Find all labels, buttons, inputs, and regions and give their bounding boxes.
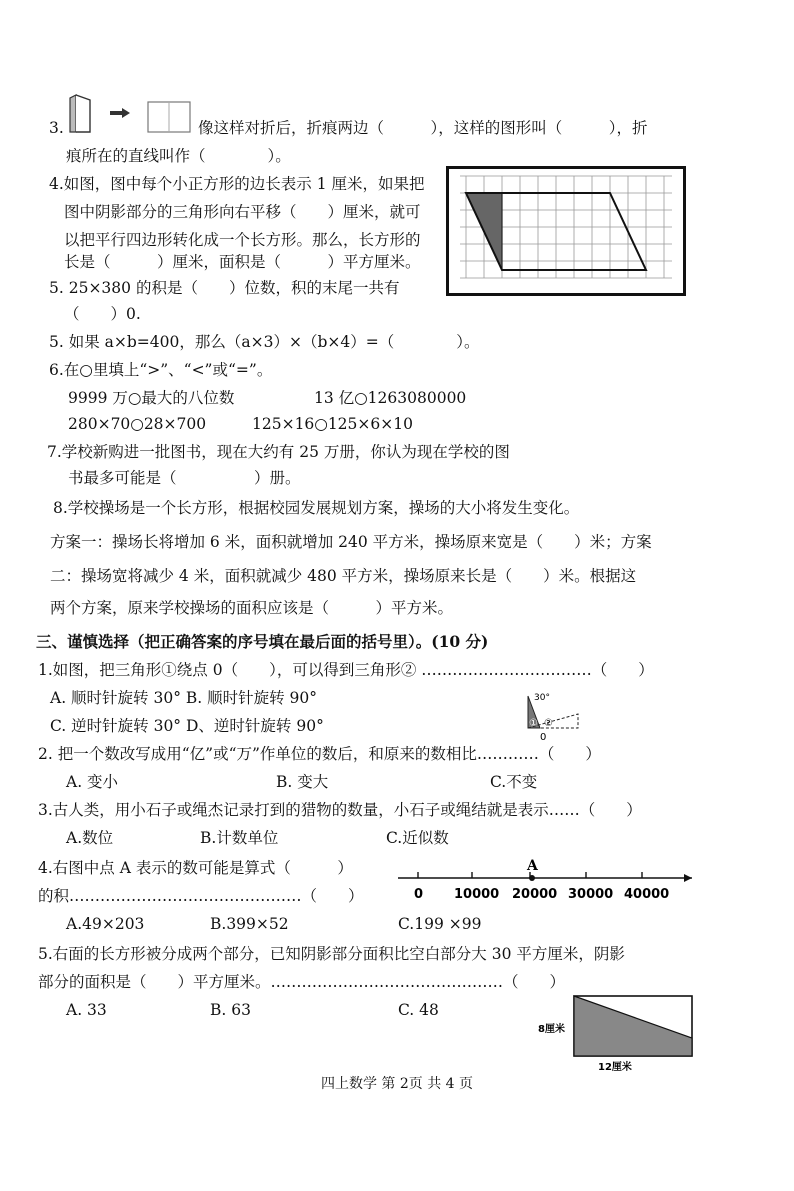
mc3-stem: 3.古人类，用小石子或绳杰记录打到的猎物的数量，小石子或绳结就是表示……（ ） [38, 801, 642, 819]
q6-title: 6.在○里填上“>”、“<”或“=”。 [49, 361, 273, 379]
rectangle-figure [536, 994, 696, 1076]
tick-label: 20000 [512, 887, 558, 902]
mc5-option-b: B. 63 [210, 1001, 251, 1019]
mc5-option-a: A. 33 [66, 1001, 107, 1019]
q8-line4: 两个方案，原来学校操场的面积应该是（ ）平方米。 [50, 599, 454, 617]
mc1-options-ab: A. 顺时针旋转 30° B. 顺时针旋转 90° [50, 689, 318, 707]
q6-compare-4: 125×16○125×6×10 [252, 415, 413, 433]
mc5-line2: 部分的面积是（ ）平方厘米。………………………………………（ ） [38, 973, 566, 991]
mc3-option-b: B.计数单位 [200, 829, 279, 847]
mc5-option-c: C. 48 [398, 1001, 439, 1019]
q6-compare-1: 9999 万○最大的八位数 [68, 389, 235, 407]
q8-line1: 8.学校操场是一个长方形，根据校园发展规划方案，操场的大小将发生变化。 [53, 499, 580, 517]
mc4-line2: 的积………………………………………（ ） [38, 887, 364, 905]
mc3-option-c: C.近似数 [386, 829, 449, 847]
page-footer: 四上数学 第 2页 共 4 页 [320, 1076, 474, 1092]
mc1-options-cd: C. 逆时针旋转 30° D、逆时针旋转 90° [50, 717, 324, 735]
number-line-figure [396, 852, 696, 904]
tick-label: 40000 [624, 887, 670, 902]
mc4-line1: 4.右图中点 A 表示的数可能是算式（ ） [38, 859, 353, 877]
rect-height-label: 8厘米 [538, 1024, 565, 1035]
mc2-option-a: A. 变小 [66, 773, 119, 791]
q8-line3: 二：操场宽将减少 4 米，面积就减少 480 平方米，操场原来长是（ ）米。根据这 [50, 567, 637, 585]
point-a-label: A [527, 858, 538, 874]
fig-point-o-label: 0 [540, 732, 547, 742]
q3-number: 3. [49, 119, 64, 137]
fig-triangle-1-label: ① [529, 718, 538, 729]
q4-line4: 长是（ ）厘米，面积是（ ）平方厘米。 [64, 253, 421, 271]
section-3-title: 三、谨慎选择（把正确答案的序号填在最后面的括号里）。(10 分) [36, 632, 489, 651]
rect-width-label: 12厘米 [598, 1062, 632, 1073]
q4-line3: 以把平行四边形转化成一个长方形。那么，长方形的 [64, 231, 421, 249]
q6-compare-3: 280×70○28×700 [68, 415, 207, 433]
mc4-option-a: A.49×203 [66, 915, 145, 933]
q7-line2: 书最多可能是（ ）册。 [68, 469, 301, 487]
mc4-option-c: C.199 ×99 [398, 915, 482, 933]
q5b-line1: 5. 如果 a×b=400，那么（a×3）×（b×4）=（ ）。 [49, 333, 480, 351]
q7-line1: 7.学校新购进一批图书，现在大约有 25 万册，你认为现在学校的图 [47, 443, 510, 461]
q3-line1: 像这样对折后，折痕两边（ ），这样的图形叫（ ），折 [198, 119, 648, 137]
q5a-line2: （ ）0. [64, 305, 141, 323]
mc1-stem: 1.如图，把三角形①绕点 0（ ），可以得到三角形② ……………………………（ ） [38, 661, 654, 679]
mc5-line1: 5.右面的长方形被分成两个部分，已知阴影部分面积比空白部分大 30 平方厘米，阴影 [38, 945, 625, 963]
q4-line2: 图中阴影部分的三角形向右平移（ ）厘米，就可 [64, 203, 421, 221]
q3-line2: 痕所在的直线叫作（ ）。 [66, 147, 291, 165]
q5a-line1: 5. 25×380 的积是（ ）位数，积的末尾一共有 [49, 279, 400, 297]
q8-line2: 方案一：操场长将增加 6 米，面积就增加 240 平方米，操场原来宽是（ ）米；方案 [50, 533, 652, 551]
mc2-stem: 2. 把一个数改写成用“亿”或“万”作单位的数后，和原来的数相比…………（ ） [38, 745, 601, 763]
tick-label: 0 [414, 887, 424, 902]
q6-compare-2: 13 亿○1263080000 [314, 389, 467, 407]
fold-figure [66, 94, 194, 136]
mc4-option-b: B.399×52 [210, 915, 289, 933]
mc2-option-c: C.不变 [490, 773, 538, 791]
fig-triangle-2-label: ② [544, 718, 553, 729]
fig-angle-label: 30° [534, 693, 550, 703]
mc3-option-a: A.数位 [66, 829, 114, 847]
tick-label: 10000 [454, 887, 500, 902]
rotation-figure [520, 688, 590, 742]
tick-label: 30000 [568, 887, 614, 902]
grid-parallelogram-figure [446, 166, 686, 296]
q4-line1: 4.如图，图中每个小正方形的边长表示 1 厘米，如果把 [49, 175, 425, 193]
mc2-option-b: B. 变大 [276, 773, 329, 791]
